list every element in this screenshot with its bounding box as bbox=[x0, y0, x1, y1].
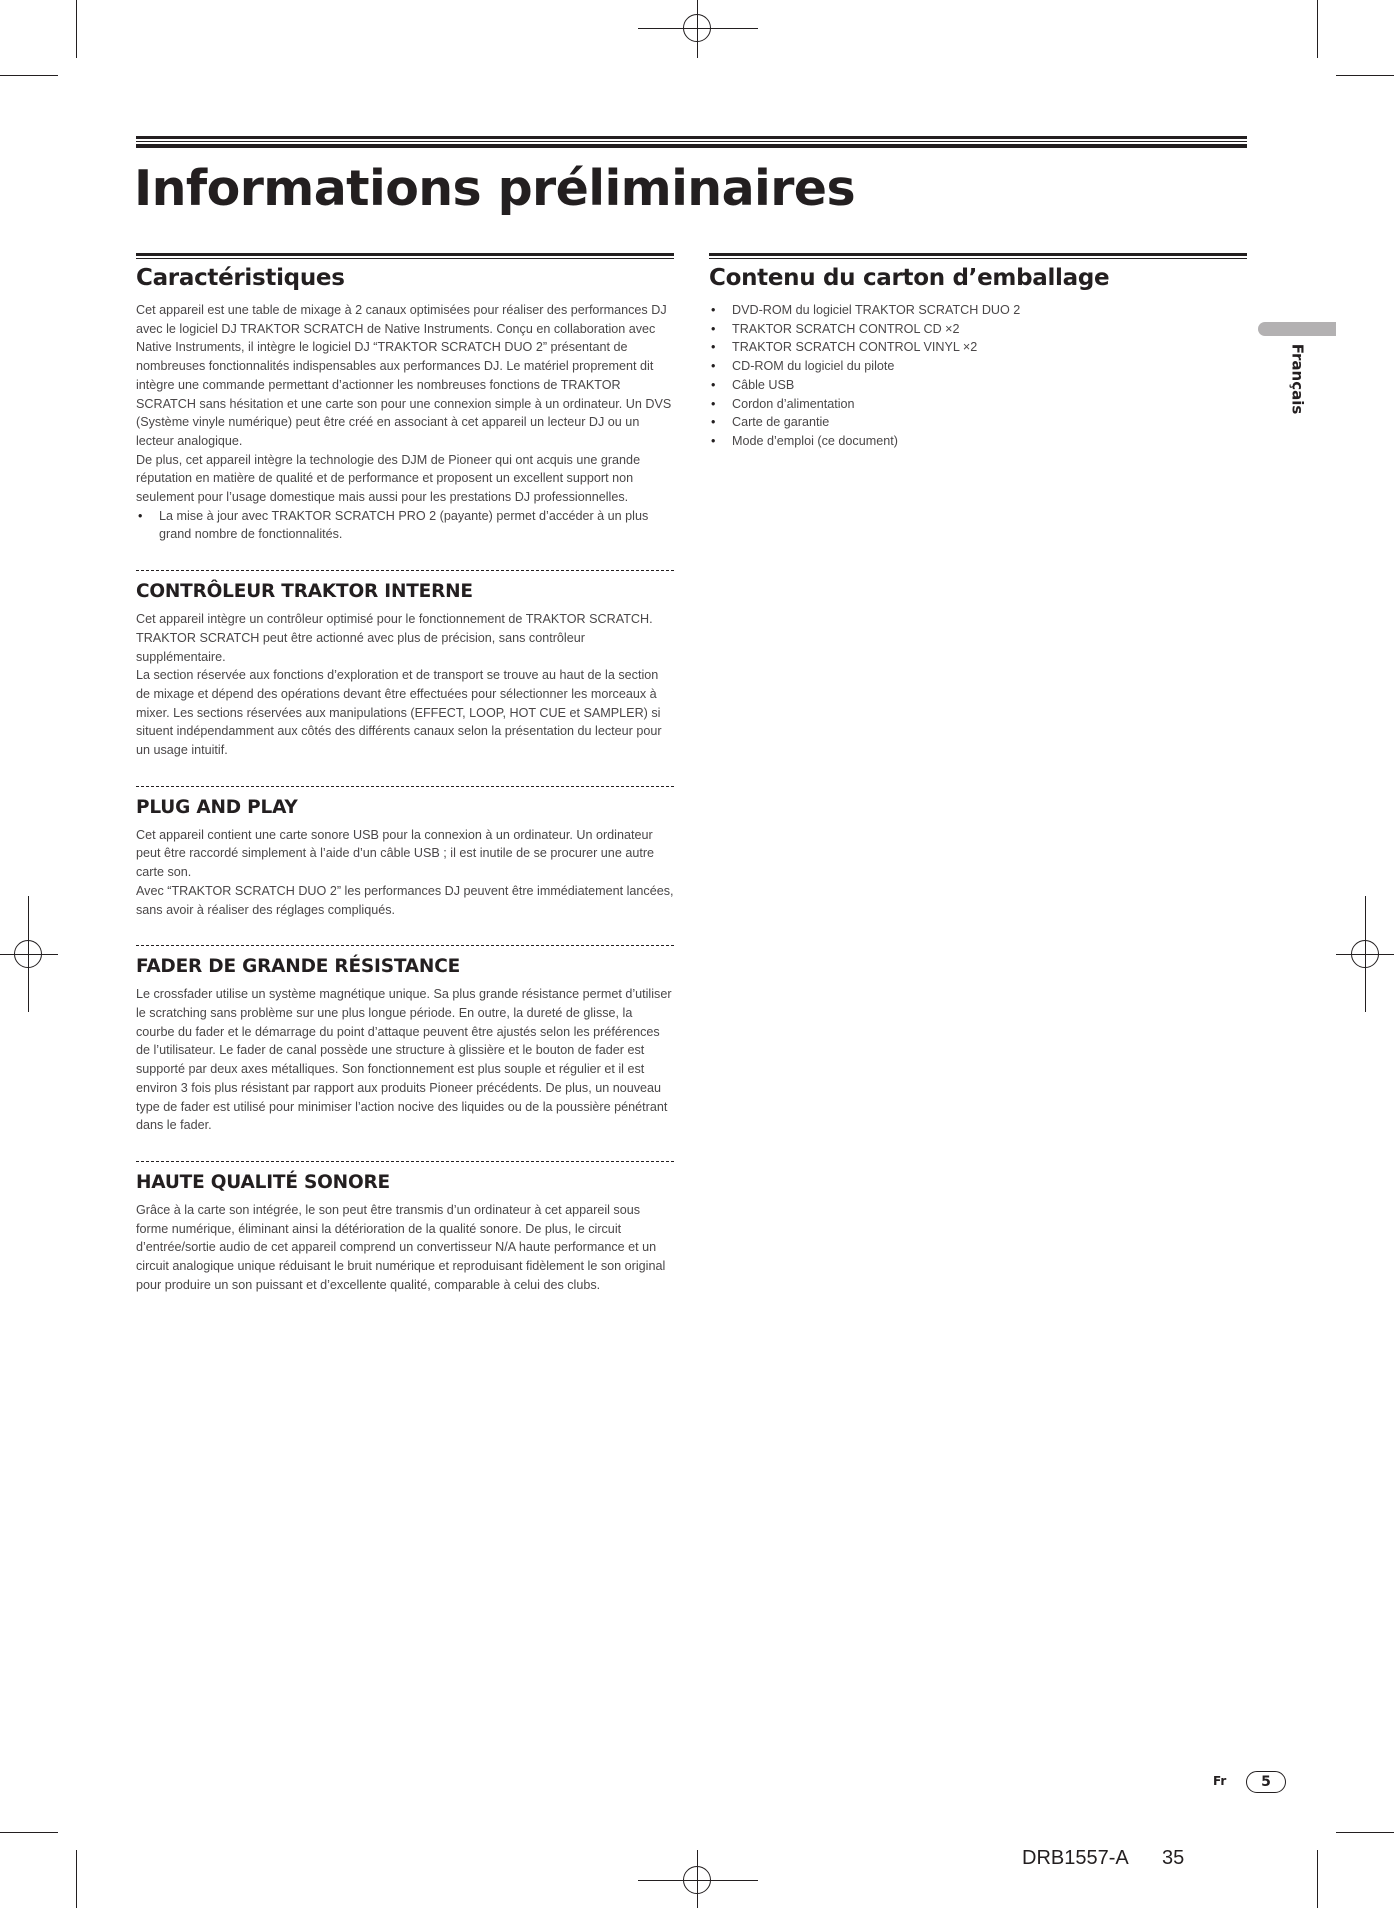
divider bbox=[136, 786, 674, 787]
print-page-number: 35 bbox=[1162, 1847, 1185, 1869]
subsection-title: FADER DE GRANDE RÉSISTANCE bbox=[136, 956, 461, 978]
subsection-title: CONTRÔLEUR TRAKTOR INTERNE bbox=[136, 581, 473, 603]
divider bbox=[136, 570, 674, 571]
list-item: • CD-ROM du logiciel du pilote bbox=[711, 359, 895, 374]
page-number-badge: 5 bbox=[1246, 1771, 1286, 1793]
page-title: Informations préliminaires bbox=[134, 160, 856, 217]
subsection-title: PLUG AND PLAY bbox=[136, 796, 298, 818]
subsection-paragraph: La section réservée aux fonctions d’exploration et de transport se trouve au haut de la section de mixage et dépend des opérations devant être effectuées pour sélectionner les morceaux à mixer. Les sections réservées aux manipulations (EFFECT, LOOP, HOT CUE et SAMPLER) si situent indépendamment aux côtés des différents canaux selon la présentation du lecteur pour un usage intuitif. bbox=[136, 668, 662, 758]
list-item: • DVD-ROM du logiciel TRAKTOR SCRATCH DUO 2 bbox=[711, 303, 1021, 317]
subsection-paragraph: Cet appareil intègre un contrôleur optimisé pour le fonctionnement de TRAKTOR SCRATCH. TRAKTOR SCRATCH peut être actionné avec plus de précision, sans contrôleur supplémentaire. bbox=[136, 612, 653, 664]
intro-paragraph: Cet appareil est une table de mixage à 2 canaux optimisées pour réaliser des performances DJ avec le logiciel DJ TRAKTOR SCRATCH de Native Instruments. Conçu en collaboration avec Native Instruments, il intègre le logiciel DJ “TRAKTOR SCRATCH DUO 2” présentant de nombreuses fonctionnalités indispensables aux performances DJ. Le matériel proprement dit intègre une commande permettant d’actionner les nombreuses fonctions de TRAKTOR SCRATCH sans hésitation et une carte son pour une connexion simple à un ordinateur. Un DVS (Système vinyle numérique) peut être créé en associant à cet appareil un lecteur DJ ou un lecteur analogique. bbox=[136, 303, 672, 448]
list-item: • Mode d’emploi (ce document) bbox=[711, 433, 898, 448]
subsection-paragraph: Grâce à la carte son intégrée, le son peut être transmis d’un ordinateur à cet appareil sous forme numérique, éliminant ainsi la détérioration de la qualité sonore. De plus, le circuit d’entrée/sortie audio de cet appareil comprend un convertisseur N/A haute performance et un circuit analogique unique réduisant le bruit numérique et reproduisant fidèlement le son original pour produire un son puissant et d’excellente qualité, comparable à celui des clubs. bbox=[136, 1202, 666, 1292]
second-paragraph: De plus, cet appareil intègre la technologie des DJM de Pioneer qui ont acquis une grande réputation en matière de qualité et de performance et proposent un excellent support non seulement pour l’usage domestique mais aussi pour les prestations DJ professionnelles. bbox=[136, 452, 641, 505]
language-label: Français bbox=[1288, 343, 1307, 415]
divider bbox=[136, 945, 674, 946]
subsection-paragraph: Le crossfader utilise un système magnétique unique. Sa plus grande résistance permet d’utiliser le scratching sans problème sur une plus longue période. En outre, la dureté de glisse, la courbe du fader et le démarrage du point d’attaque peuvent être ajustés selon les préférences de l’utilisateur. Le fader de canal possède une structure à glissière et le bouton de fader est supporté par deux axes métalliques. Son fonctionnement est plus souple et régulier et il est environ 3 fois plus résistant par rapport aux produits Pioneer précédents. De plus, un nouveau type de fader est utilisé pour minimiser l’action nocive des liquides ou de la poussière pénétrant dans le fader. bbox=[136, 987, 672, 1133]
package-contents-list bbox=[709, 301, 1247, 451]
language-tab bbox=[1258, 322, 1336, 336]
divider bbox=[136, 1161, 674, 1162]
subsection-title: HAUTE QUALITÉ SONORE bbox=[136, 1171, 390, 1193]
list-item: • Câble USB bbox=[711, 377, 795, 392]
subsection-paragraph: Avec “TRAKTOR SCRATCH DUO 2” les performances DJ peuvent être immédiatement lancées, sans avoir à réaliser des réglages compliqués. bbox=[136, 883, 674, 917]
list-item: • TRAKTOR SCRATCH CONTROL VINYL ×2 bbox=[711, 340, 978, 355]
language-code: Fr bbox=[1213, 1774, 1227, 1788]
right-column bbox=[709, 253, 1247, 451]
list-item: • TRAKTOR SCRATCH CONTROL CD ×2 bbox=[711, 321, 960, 336]
feature-bullet-list bbox=[136, 507, 674, 544]
section-title-features: Caractéristiques bbox=[136, 265, 345, 291]
document-code: DRB1557-A bbox=[1022, 1847, 1129, 1869]
list-item: • La mise à jour avec TRAKTOR SCRATCH PRO 2 (payante) permet d’accéder à un plus grand nombre de fonctionnalités. bbox=[138, 508, 649, 542]
list-item: • Cordon d’alimentation bbox=[711, 396, 855, 411]
section-title-contents: Contenu du carton d’emballage bbox=[709, 265, 1110, 291]
left-column bbox=[136, 253, 674, 1294]
subsection-paragraph: Cet appareil contient une carte sonore USB pour la connexion à un ordinateur. Un ordinateur peut être raccordé simplement à l’aide d’un câble USB ; il est inutile de se procurer une autre carte son. bbox=[136, 827, 655, 880]
list-item: • Carte de garantie bbox=[711, 415, 830, 430]
title-rules bbox=[136, 136, 1247, 148]
